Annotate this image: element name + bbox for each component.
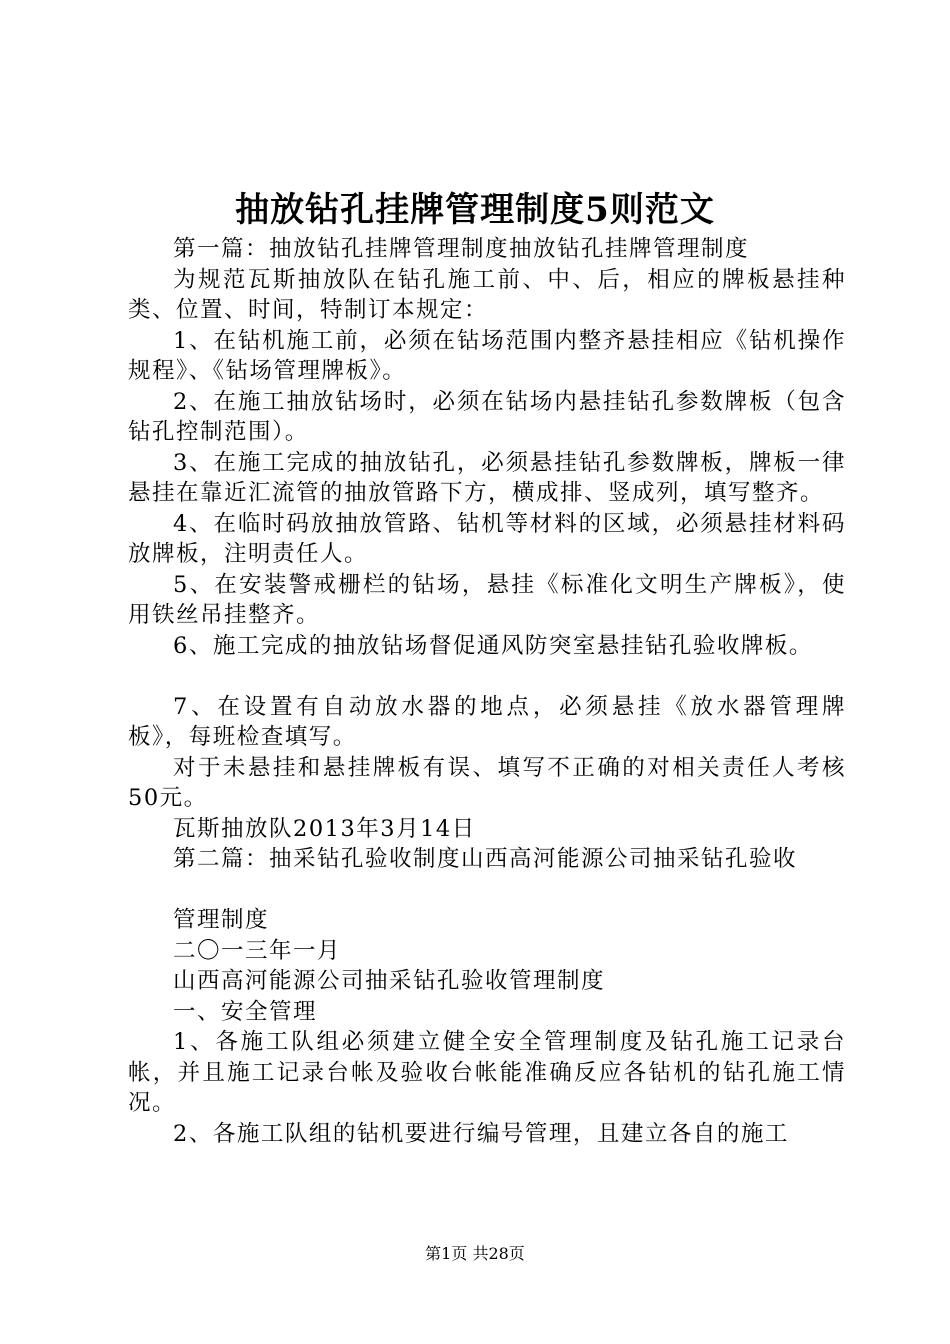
document-title: 抽放钻孔挂牌管理制度5则范文 — [235, 190, 715, 230]
paragraph-rule-6: 6、施工完成的抽放钻场督促通风防突室悬挂钻孔验收牌板。 — [173, 632, 813, 659]
paragraph-safety-1: 1、各施工队组必须建立健全安全管理制度及钻孔施工记录台帐，并且施工记录台帐及验收台帐能准确反应各钻机的钻孔施工情况。 — [128, 1029, 846, 1116]
paragraph-rule-4: 4、在临时码放抽放管路、钻机等材料的区域，必须悬挂材料码放牌板，注明责任人。 — [128, 510, 846, 567]
document-body — [128, 234, 846, 1149]
paragraph-rule-2: 2、在施工抽放钻场时，必须在钻场内悬挂钻孔参数牌板（包含钻孔控制范围）。 — [128, 388, 846, 445]
paragraph-system-title: 山西高河能源公司抽采钻孔验收管理制度 — [173, 968, 606, 994]
paragraph-rule-1: 1、在钻机施工前，必须在钻场范围内整齐悬挂相应《钻机操作规程》、《钻场管理牌板》。 — [128, 327, 846, 384]
paragraph-management-system: 管理制度 — [173, 907, 270, 933]
paragraph-safety-2: 2、各施工队组的钻机要进行编号管理，且建立各自的施工 — [173, 1120, 789, 1147]
paragraph-part2-heading: 第二篇：抽采钻孔验收制度山西高河能源公司抽采钻孔验收 — [173, 846, 798, 872]
blank-line — [128, 661, 846, 692]
page-footer: 第1页 共28页 — [425, 1244, 525, 1263]
paragraph-section-safety: 一、安全管理 — [173, 998, 318, 1025]
paragraph-penalty: 对于未悬挂和悬挂牌板有误、填写不正确的对相关责任人考核50元。 — [128, 754, 846, 811]
paragraph-purpose: 为规范瓦斯抽放队在钻孔施工前、中、后，相应的牌板悬挂种类、位置、时间，特制订本规定： — [128, 266, 846, 323]
paragraph-date: 二〇一三年一月 — [173, 937, 342, 964]
paragraph-rule-3: 3、在施工完成的抽放钻孔，必须悬挂钻孔参数牌板，牌板一律悬挂在靠近汇流管的抽放管路下方，横成排、竖成列，填写整齐。 — [128, 449, 846, 506]
paragraph-rule-7: 7、在设置有自动放水器的地点，必须悬挂《放水器管理牌板》，每班检查填写。 — [128, 693, 846, 750]
paragraph-part1-heading: 第一篇：抽放钻孔挂牌管理制度抽放钻孔挂牌管理制度 — [173, 236, 750, 262]
blank-line — [128, 875, 846, 906]
paragraph-rule-5: 5、在安装警戒栅栏的钻场，悬挂《标准化文明生产牌板》，使用铁丝吊挂整齐。 — [128, 571, 846, 628]
paragraph-signature: 瓦斯抽放队2013年3月14日 — [173, 815, 476, 842]
